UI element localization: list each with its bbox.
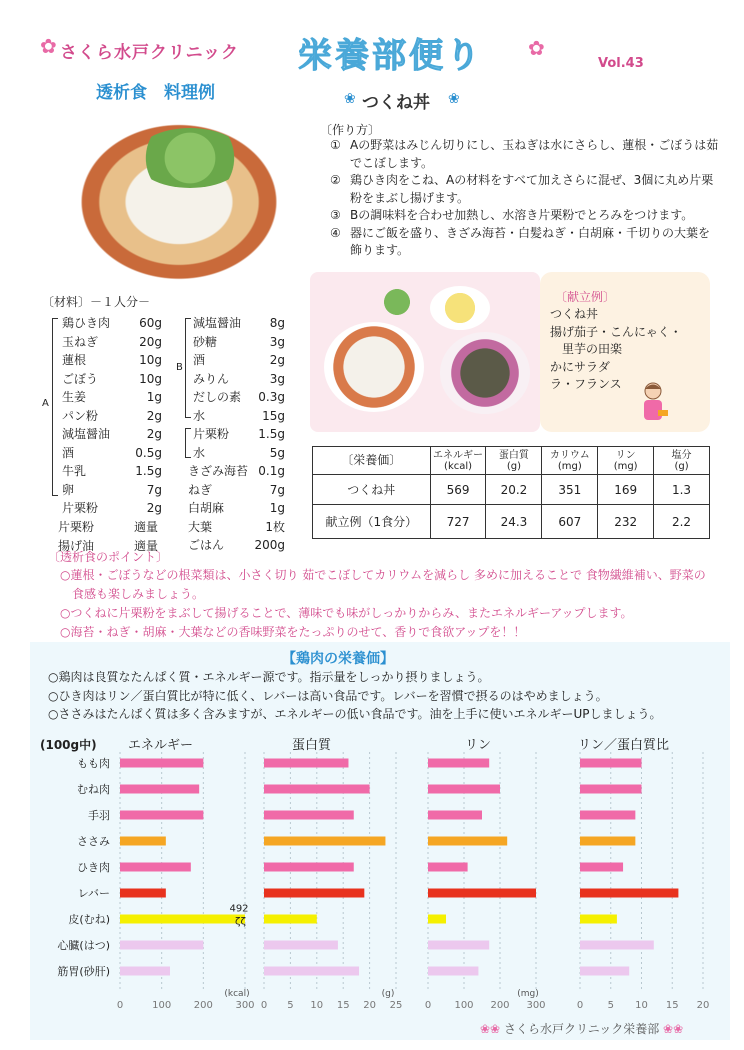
point-item: 食感も楽しみましょう。 xyxy=(60,587,205,601)
ingredient-row: 牛乳 1.5g xyxy=(62,464,162,478)
ingredient-row: 大葉 1枚 xyxy=(188,519,285,534)
chart-bar xyxy=(580,811,635,820)
chart-bar xyxy=(120,837,166,846)
steps-label: 〔作り方〕 xyxy=(320,123,381,137)
table-cell: 569 xyxy=(430,475,486,505)
chart-bar xyxy=(428,967,478,976)
ingredient-row: ごはん 200g xyxy=(188,538,285,552)
chart-bar xyxy=(264,863,354,872)
ingredient-row: 玉ねぎ 20g xyxy=(62,334,162,349)
table-header: カリウム (mg) xyxy=(542,447,598,475)
footer-credit xyxy=(480,1020,683,1037)
chicken-note: ○ささみはたんぱく質は多く含みますが、エネルギーの低い食品です。油を上手に使いエネルギーUPしましょう。 xyxy=(48,707,662,721)
group-b-label: B xyxy=(176,362,183,373)
chart-bar xyxy=(428,811,482,820)
chart-tick-label: 15 xyxy=(336,1000,350,1011)
ingredient-row: 減塩醤油 8g xyxy=(193,316,285,330)
chart-bar xyxy=(120,889,166,898)
chart-bar xyxy=(428,889,536,898)
ingredient-row: 片栗粉 1.5g xyxy=(193,427,285,441)
subtitle: 透析食 料理例 xyxy=(96,83,215,103)
chicken-note: ○鶏肉は良質なたんぱく質・エネルギー源です。指示量をしっかり摂りましょう。 xyxy=(48,670,490,684)
chart-tick-label: 0 xyxy=(260,1000,268,1011)
dish-title: つくね丼 xyxy=(362,93,430,113)
menu-item: かにサラダ xyxy=(550,359,610,374)
chart-bar xyxy=(428,837,507,846)
chart-bar xyxy=(580,863,623,872)
chart-bar xyxy=(264,941,338,950)
table-cell: つくね丼 xyxy=(313,475,431,505)
table-cell: 24.3 xyxy=(486,505,542,539)
chart-category-label: むね肉 xyxy=(77,783,110,796)
ingredient-row: 片栗粉 2g xyxy=(62,501,162,515)
chart-bar xyxy=(264,915,317,924)
chart-tick-label: 5 xyxy=(287,1000,294,1011)
recipe-step: ② 鶏ひき肉をこね、Aの材料をすべて加えさらに混ぜ、3個に丸め片栗粉をまぶし揚げます。 xyxy=(330,173,714,205)
ingredient-row: 水 15g xyxy=(193,408,285,423)
ingredient-row: きざみ海苔 0.1g xyxy=(188,464,285,478)
chart-bar xyxy=(120,785,199,794)
chart-break-mark: ζζ xyxy=(235,916,246,928)
ingredient-row: 片栗粉 適量 xyxy=(58,520,158,534)
chart-bar xyxy=(428,759,489,768)
chart-bar xyxy=(428,863,468,872)
chart-bar xyxy=(428,915,446,924)
ingredients-label: 〔材料〕－１人分－ xyxy=(42,295,151,309)
chart-category-label: ひき肉 xyxy=(77,861,110,874)
flower-icon: ❀❀ xyxy=(663,1022,684,1036)
table-cell: 1.3 xyxy=(654,475,710,505)
chart-tick-label: 5 xyxy=(607,1000,614,1011)
chart-category-label: 筋胃(砂肝) xyxy=(57,965,110,978)
chart-unit-label: (kcal) xyxy=(224,989,250,999)
chart-bar xyxy=(120,941,203,950)
table-cell: 607 xyxy=(542,505,598,539)
chart-bar xyxy=(580,837,635,846)
table-cell: 献立例（1食分） xyxy=(313,505,431,539)
chart-tick-label: 20 xyxy=(696,1000,710,1011)
chart-category-label: ささみ xyxy=(77,835,110,848)
chart-tick-label: 25 xyxy=(389,1000,403,1011)
chart-bar xyxy=(264,889,364,898)
menu-item: ラ・フランス xyxy=(550,377,622,391)
chart-tick-label: 10 xyxy=(310,1000,324,1011)
ingredient-row: 水 5g xyxy=(193,445,285,460)
chart-unit-label: (g) xyxy=(381,989,395,999)
footer-text: さくら水戸クリニック栄養部 xyxy=(503,1022,660,1036)
table-header: エネルギー (kcal) xyxy=(430,447,486,475)
chart-category-label: もも肉 xyxy=(77,757,110,770)
recipe-step: ④ 器にご飯を盛り、きざみ海苔・白髪ねぎ・白胡麻・千切りの大葉を飾ります。 xyxy=(330,225,711,257)
chart-bar xyxy=(580,785,642,794)
ingredient-row: 鶏ひき肉 60g xyxy=(62,316,162,330)
chart-data-label: 492 xyxy=(229,903,249,915)
chart-tick-label: 200 xyxy=(193,1000,213,1011)
chart-tick-label: 20 xyxy=(363,1000,376,1011)
chart-bar xyxy=(120,915,245,924)
chart-bar xyxy=(264,759,348,768)
chart-tick-label: 15 xyxy=(665,1000,679,1011)
ingredient-row: パン粉 2g xyxy=(62,408,162,423)
chart-bar xyxy=(264,967,359,976)
flower-icon: ❀ xyxy=(344,91,356,107)
table-cell: 232 xyxy=(598,505,654,539)
flower-icon: ✿ xyxy=(528,36,545,60)
chart-tick-label: 200 xyxy=(490,1000,510,1011)
table-cell: 727 xyxy=(430,505,486,539)
chart-panel-title: 蛋白質 xyxy=(292,738,332,753)
chart-bar xyxy=(580,967,629,976)
recipe-step: ① Aの野菜はみじん切りにし、玉ねぎは水にさらし、蓮根・ごぼうは茹でこぼします。 xyxy=(330,138,719,170)
menu-item: つくね丼 xyxy=(550,307,599,321)
ingredient-row: 酒 2g xyxy=(193,353,285,367)
table-cell: 169 xyxy=(598,475,654,505)
flower-icon: ❀❀ xyxy=(480,1022,501,1036)
chart-tick-label: 0 xyxy=(424,1000,432,1011)
ingredient-row: 生姜 1g xyxy=(62,390,162,404)
ingredient-row: 白胡麻 1g xyxy=(188,501,285,515)
chart-bar xyxy=(580,915,617,924)
recipe-step: ③ Bの調味料を合わせ加熱し、水溶き片栗粉でとろみをつけます。 xyxy=(330,208,694,222)
ingredient-row: ごぼう 10g xyxy=(62,371,162,386)
chart-bar xyxy=(580,889,678,898)
flower-icon: ✿ xyxy=(40,34,57,58)
table-header: リン (mg) xyxy=(598,447,654,475)
menu-item: 揚げ茄子・こんにゃく・ xyxy=(550,324,682,339)
chart-bar xyxy=(120,759,203,768)
clinic-name: さくら水戸クリニック xyxy=(60,43,239,63)
chart-bar xyxy=(580,941,654,950)
point-item: ○蓮根・ごぼうなどの根菜類は、小さく切り 茹でこぼしてカリウムを減らし 多めに加えることで 食物繊維補い、野菜の xyxy=(60,568,706,582)
chart-panel-title: リン xyxy=(465,738,492,753)
ingredient-row: 揚げ油 適量 xyxy=(58,538,158,553)
point-item: ○つくねに片栗粉をまぶして揚げることで、薄味でも味がしっかりからみ、またエネルギーアップします。 xyxy=(60,606,633,620)
chart-tick-label: 300 xyxy=(526,1000,546,1011)
table-cell: 351 xyxy=(542,475,598,505)
ingredient-row: だしの素 0.3g xyxy=(193,390,285,404)
ingredient-row: 酒 0.5g xyxy=(62,445,162,460)
chart-bar xyxy=(428,785,500,794)
newsletter-title: 栄養部便り xyxy=(298,36,483,76)
chart-category-label: レバー xyxy=(77,887,110,900)
chart-tick-label: 100 xyxy=(152,1000,172,1011)
chart-basis-label: (100g中) xyxy=(40,738,97,752)
chart-bar xyxy=(580,759,642,768)
volume-number: Vol.43 xyxy=(598,56,644,71)
chart-bar xyxy=(120,811,203,820)
chart-tick-label: 300 xyxy=(235,1000,255,1011)
table-cell: 2.2 xyxy=(654,505,710,539)
menu-item: 里芋の田楽 xyxy=(550,342,623,356)
chart-category-label: 皮(むね) xyxy=(68,913,110,926)
ingredient-row: 減塩醤油 2g xyxy=(62,427,162,441)
chart-bar xyxy=(120,967,170,976)
chart-bar xyxy=(264,811,354,820)
ingredient-row: 砂糖 3g xyxy=(193,334,285,349)
chart-category-label: 手羽 xyxy=(88,809,110,822)
chart-tick-label: 100 xyxy=(454,1000,474,1011)
chart-bar xyxy=(264,837,385,846)
chart-tick-label: 10 xyxy=(635,1000,648,1011)
flower-icon: ❀ xyxy=(448,91,460,107)
chart-category-label: 心臓(はつ) xyxy=(57,939,110,952)
chart-tick-label: 0 xyxy=(116,1000,124,1011)
table-header: 〔栄養価〕 xyxy=(313,447,431,475)
point-item: ○海苔・ねぎ・胡麻・大葉などの香味野菜をたっぷりのせて、香りで食欲アップを！！ xyxy=(60,625,526,639)
table-header: 塩分 (g) xyxy=(654,447,710,475)
ingredient-row: みりん 3g xyxy=(193,371,285,386)
table-cell: 20.2 xyxy=(486,475,542,505)
points-label: 〔透析食のポイント〕 xyxy=(48,550,169,564)
chicken-title: 【鶏肉の栄養価】 xyxy=(282,651,394,667)
ingredient-row: ねぎ 7g xyxy=(188,482,285,497)
table-header: 蛋白質 (g) xyxy=(486,447,542,475)
chart-bar xyxy=(120,863,191,872)
chart-tick-label: 0 xyxy=(576,1000,584,1011)
ingredient-row: 卵 7g xyxy=(62,482,162,497)
group-a-label: A xyxy=(42,398,49,409)
chart-bar xyxy=(264,785,370,794)
chart-bar xyxy=(428,941,489,950)
chart-panel-title: リン／蛋白質比 xyxy=(578,738,670,753)
chart-panel-title: エネルギー xyxy=(128,738,194,753)
chart-unit-label: (mg) xyxy=(517,989,539,999)
menu-label: 〔献立例〕 xyxy=(555,290,616,304)
chicken-note: ○ひき肉はリン／蛋白質比が特に低く、レバーは高い食品です。レバーを習慣で摂るのはやめましょう。 xyxy=(48,688,608,703)
ingredient-row: 蓮根 10g xyxy=(62,353,162,367)
